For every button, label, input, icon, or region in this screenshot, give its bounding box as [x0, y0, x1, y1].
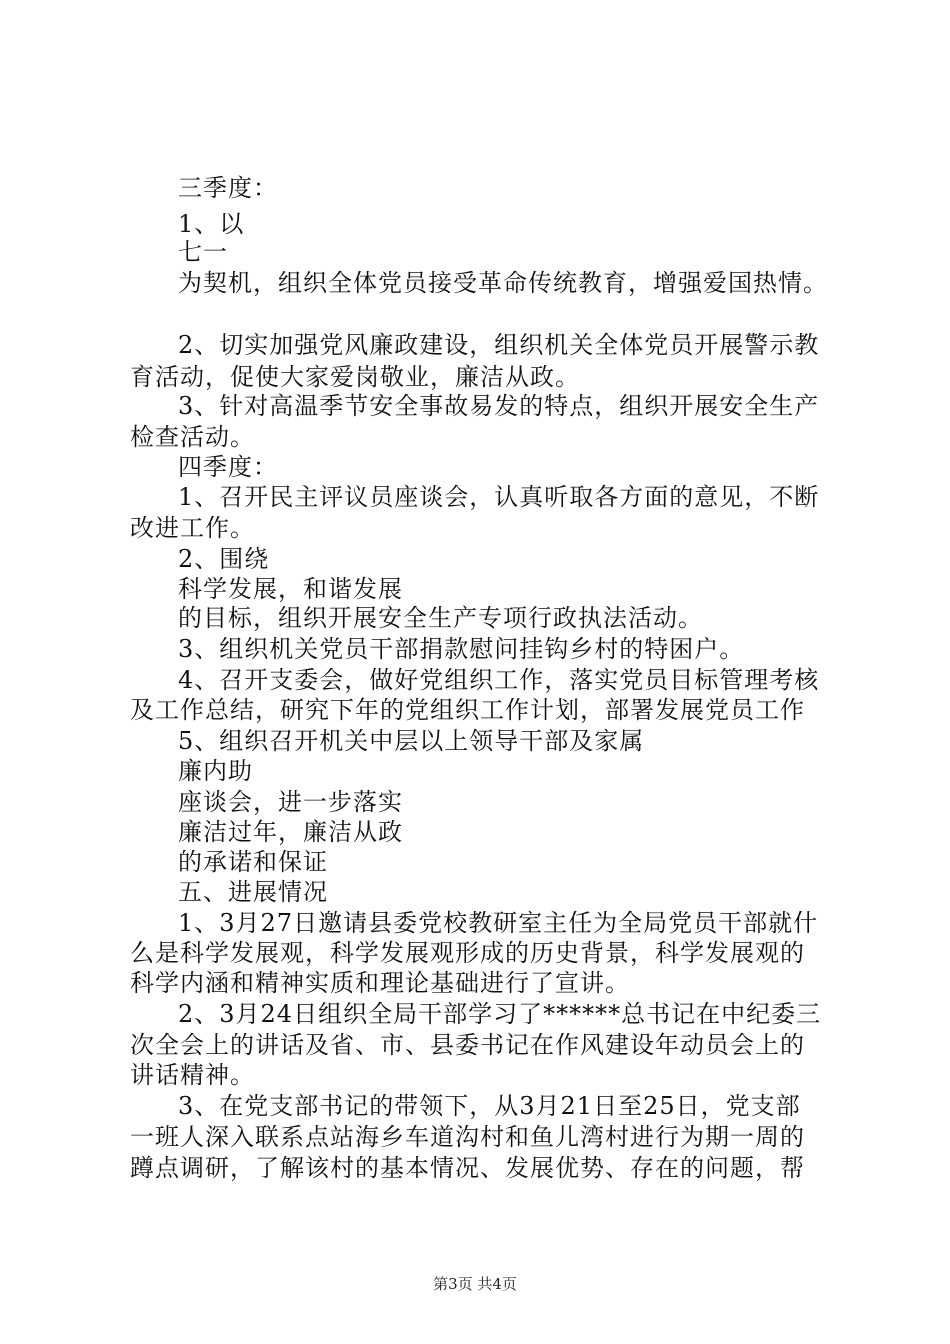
text-line: 的目标，组织开展安全生产专项行政执法活动。 — [178, 604, 703, 632]
text-line: 1、召开民主评议员座谈会，认真听取各方面的意见，不断 — [178, 483, 820, 511]
text-line: 蹲点调研，了解该村的基本情况、发展优势、存在的问题，帮 — [130, 1154, 805, 1182]
text-line: 的承诺和保证 — [178, 848, 328, 876]
text-line: 科学内涵和精神实质和理论基础进行了宣讲。 — [130, 969, 630, 997]
text-line: 3、针对高温季节安全事故易发的特点，组织开展安全生产 — [178, 392, 820, 420]
text-line: 讲话精神。 — [130, 1061, 255, 1089]
text-line: 5、组织召开机关中层以上领导干部及家属 — [178, 727, 645, 755]
text-line: 及工作总结，研究下年的党组织工作计划，部署发展党员工作 — [130, 696, 805, 724]
text-line: 廉洁过年，廉洁从政 — [178, 818, 403, 846]
text-line: 改进工作。 — [130, 514, 255, 542]
text-line: 3、组织机关党员干部捐款慰问挂钩乡村的特困户。 — [178, 635, 745, 663]
text-line: 3、在党支部书记的带领下，从3月21日至25日，党支部 — [178, 1092, 801, 1120]
text-line: 廉内助 — [178, 757, 253, 785]
text-line: 1、3月27日邀请县委党校教研室主任为全局党员干部就什 — [178, 909, 819, 937]
text-line: 2、切实加强党风廉政建设，组织机关全体党员开展警示教 — [178, 331, 820, 359]
text-line: 1、以 — [178, 210, 245, 238]
text-line: 七一 — [178, 238, 228, 266]
text-line: 2、3月24日组织全局干部学习了******总书记在中纪委三 — [178, 1000, 822, 1028]
text-line: 4、召开支委会，做好党组织工作，落实党员目标管理考核 — [178, 666, 820, 694]
text-line: 次全会上的讲话及省、市、县委书记在作风建设年动员会上的 — [130, 1031, 805, 1059]
text-line: 科学发展，和谐发展 — [178, 575, 403, 603]
text-line: 育活动，促使大家爱岗敬业，廉洁从政。 — [130, 363, 580, 391]
section-heading-q4: 四季度： — [178, 453, 278, 481]
text-line: 为契机，组织全体党员接受革命传统教育，增强爱国热情。 — [178, 269, 828, 297]
section-heading-progress: 五、进展情况 — [178, 878, 328, 906]
text-line: 检查活动。 — [130, 423, 255, 451]
page-number-footer: 第3页 共4页 — [433, 1275, 517, 1293]
section-heading-q3: 三季度： — [178, 174, 278, 202]
text-line: 座谈会，进一步落实 — [178, 788, 403, 816]
text-line: 2、围绕 — [178, 545, 270, 573]
text-line: 么是科学发展观，科学发展观形成的历史背景，科学发展观的 — [130, 939, 805, 967]
text-line: 一班人深入联系点站海乡车道沟村和鱼儿湾村进行为期一周的 — [130, 1123, 805, 1151]
